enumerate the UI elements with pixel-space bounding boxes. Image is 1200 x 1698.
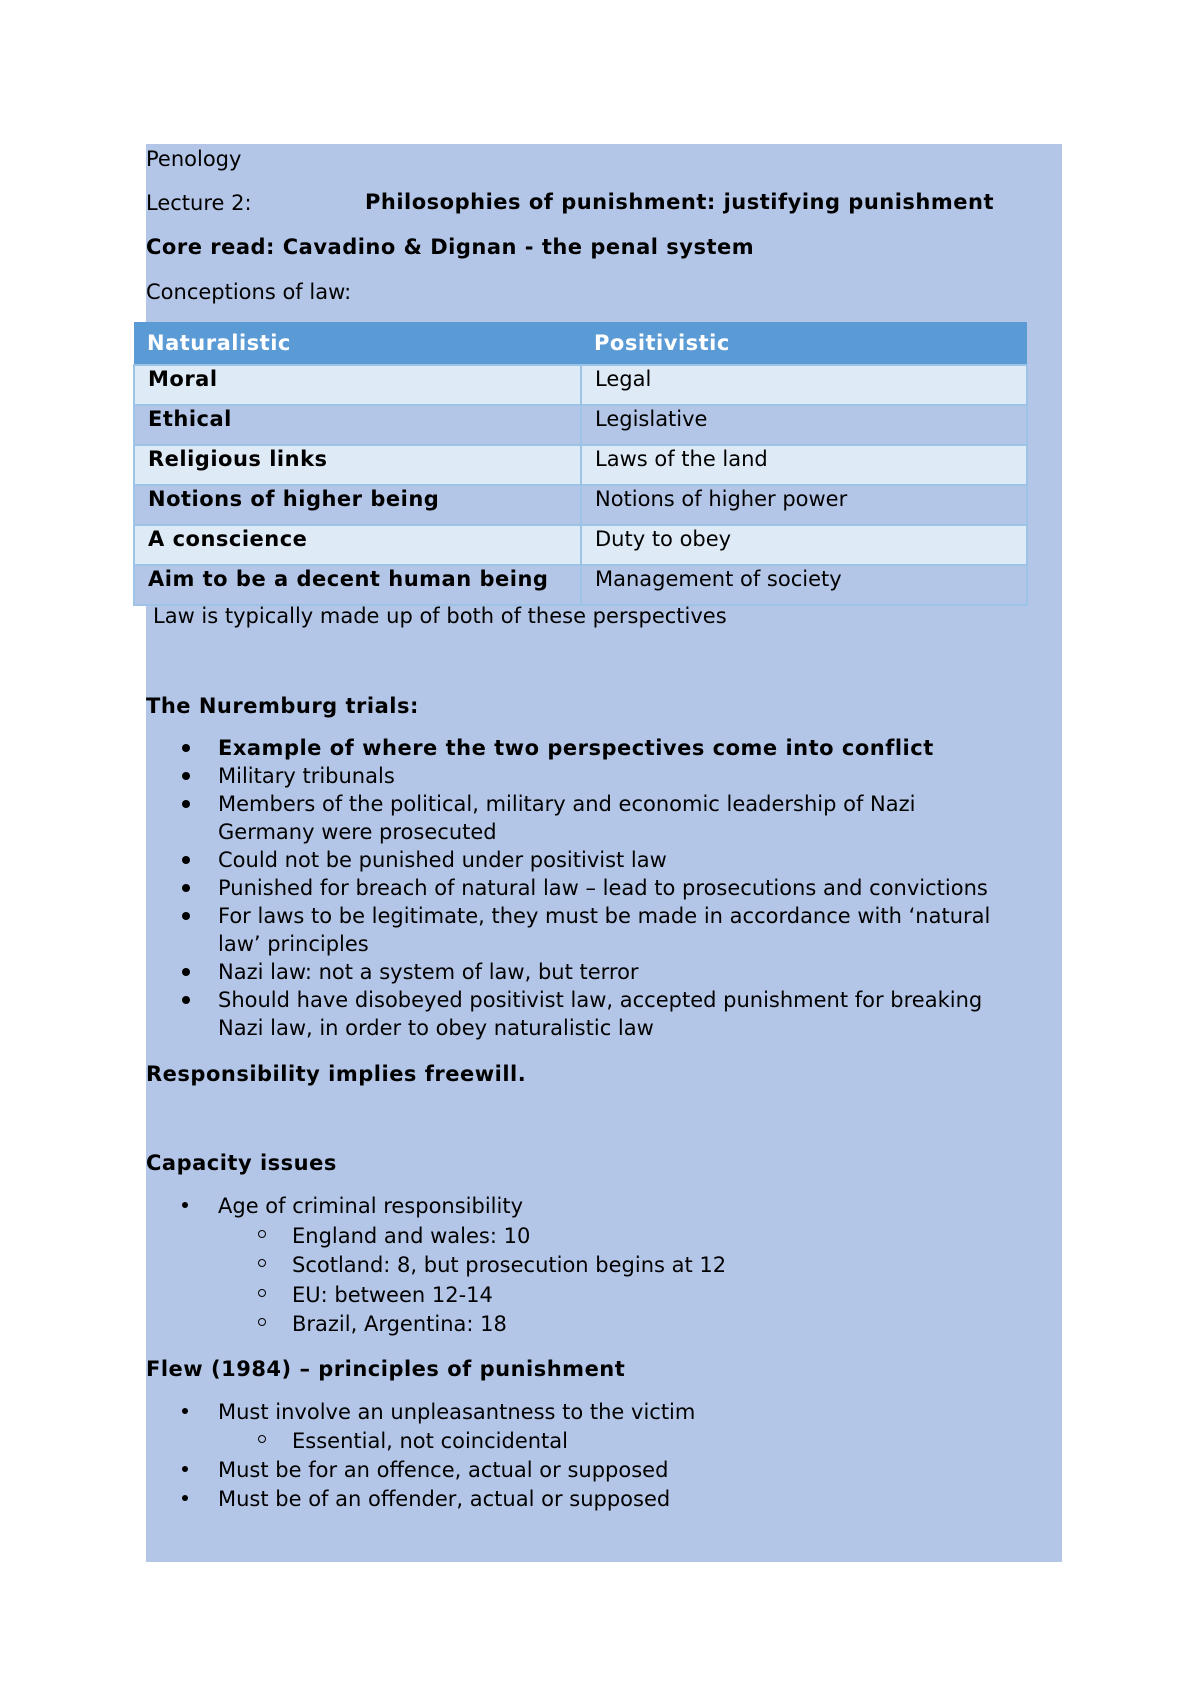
lecture-title: Philosophies of punishment: justifying punishment (365, 190, 994, 214)
bullet-icon (182, 1466, 188, 1472)
list-item: Should have disobeyed positivist law, accepted punishment for breaking Nazi law, in order to obey naturalistic law (146, 986, 1046, 1042)
cell-positivistic: Laws of the land (581, 445, 1027, 485)
list-item: Punished for breach of natural law – lead to prosecutions and convictions (146, 874, 1046, 902)
cell-naturalistic: Moral (134, 365, 581, 405)
table-row (134, 445, 1027, 485)
list-item: For laws to be legitimate, they must be made in accordance with ‘natural law’ principles (146, 902, 1046, 958)
table-header-row (134, 322, 1027, 365)
sub-bullet-icon (258, 1435, 266, 1443)
cell-positivistic: Management of society (581, 565, 1027, 605)
cell-positivistic: Duty to obey (581, 525, 1027, 565)
nuremburg-heading: The Nuremburg trials: (146, 694, 419, 718)
sub-list-item: Brazil, Argentina: 18 (146, 1310, 1046, 1340)
list-item: Must involve an unpleasantness to the victim (146, 1398, 1046, 1427)
sub-bullet-icon (258, 1259, 266, 1267)
capacity-list (146, 1192, 1046, 1340)
conceptions-label: Conceptions of law: (146, 280, 352, 304)
sub-list-item: EU: between 12-14 (146, 1281, 1046, 1311)
bullet-icon (182, 772, 190, 780)
bullet-icon (182, 912, 190, 920)
bullet-icon (182, 996, 190, 1004)
sub-list-item: Essential, not coincidental (146, 1427, 1046, 1456)
list-item: Military tribunals (146, 762, 1046, 790)
sub-bullet-icon (258, 1230, 266, 1238)
sub-list-item: Scotland: 8, but prosecution begins at 12 (146, 1251, 1046, 1281)
list-item: Age of criminal responsibility (146, 1192, 1046, 1222)
bullet-icon (182, 1408, 188, 1414)
cell-naturalistic: Aim to be a decent human being (134, 565, 581, 605)
core-read: Core read: Cavadino & Dignan - the penal system (146, 235, 755, 259)
nuremburg-list (146, 734, 1046, 1042)
cell-naturalistic: Notions of higher being (134, 485, 581, 525)
table-row (134, 405, 1027, 445)
capacity-heading: Capacity issues (146, 1151, 337, 1175)
table-row (134, 365, 1027, 405)
table-row (134, 485, 1027, 525)
list-item: Example of where the two perspectives come into conflict (146, 734, 1046, 762)
cell-naturalistic: A conscience (134, 525, 581, 565)
bullet-icon (182, 1495, 188, 1501)
sub-bullet-icon (258, 1289, 266, 1297)
bullet-icon (182, 968, 190, 976)
bullet-icon (182, 884, 190, 892)
list-item: Must be for an offence, actual or supposed (146, 1456, 1046, 1485)
conceptions-table (133, 322, 1028, 606)
bullet-icon (182, 744, 190, 752)
list-item: Members of the political, military and economic leadership of Nazi Germany were prosecuted (146, 790, 1046, 846)
bullet-icon (182, 800, 190, 808)
table-row (134, 565, 1027, 605)
lecture-label: Lecture 2: (146, 191, 252, 215)
cell-positivistic: Legal (581, 365, 1027, 405)
flew-heading: Flew (1984) – principles of punishment (146, 1357, 626, 1381)
flew-list (146, 1398, 1046, 1514)
cell-positivistic: Legislative (581, 405, 1027, 445)
table-note: Law is typically made up of both of these perspectives (153, 604, 727, 628)
bullet-icon (182, 856, 190, 864)
list-item: Must be of an offender, actual or supposed (146, 1485, 1046, 1514)
sub-list-item: England and wales: 10 (146, 1222, 1046, 1252)
cell-naturalistic: Religious links (134, 445, 581, 485)
sub-bullet-icon (258, 1318, 266, 1326)
list-item: Could not be punished under positivist law (146, 846, 1046, 874)
cell-positivistic: Notions of higher power (581, 485, 1027, 525)
table-row (134, 525, 1027, 565)
header-positivistic: Positivistic (581, 322, 1027, 365)
bullet-icon (182, 1202, 188, 1208)
course-name: Penology (146, 147, 242, 171)
list-item: Nazi law: not a system of law, but terror (146, 958, 1046, 986)
cell-naturalistic: Ethical (134, 405, 581, 445)
responsibility-statement: Responsibility implies freewill. (146, 1062, 527, 1086)
header-naturalistic: Naturalistic (134, 322, 581, 365)
